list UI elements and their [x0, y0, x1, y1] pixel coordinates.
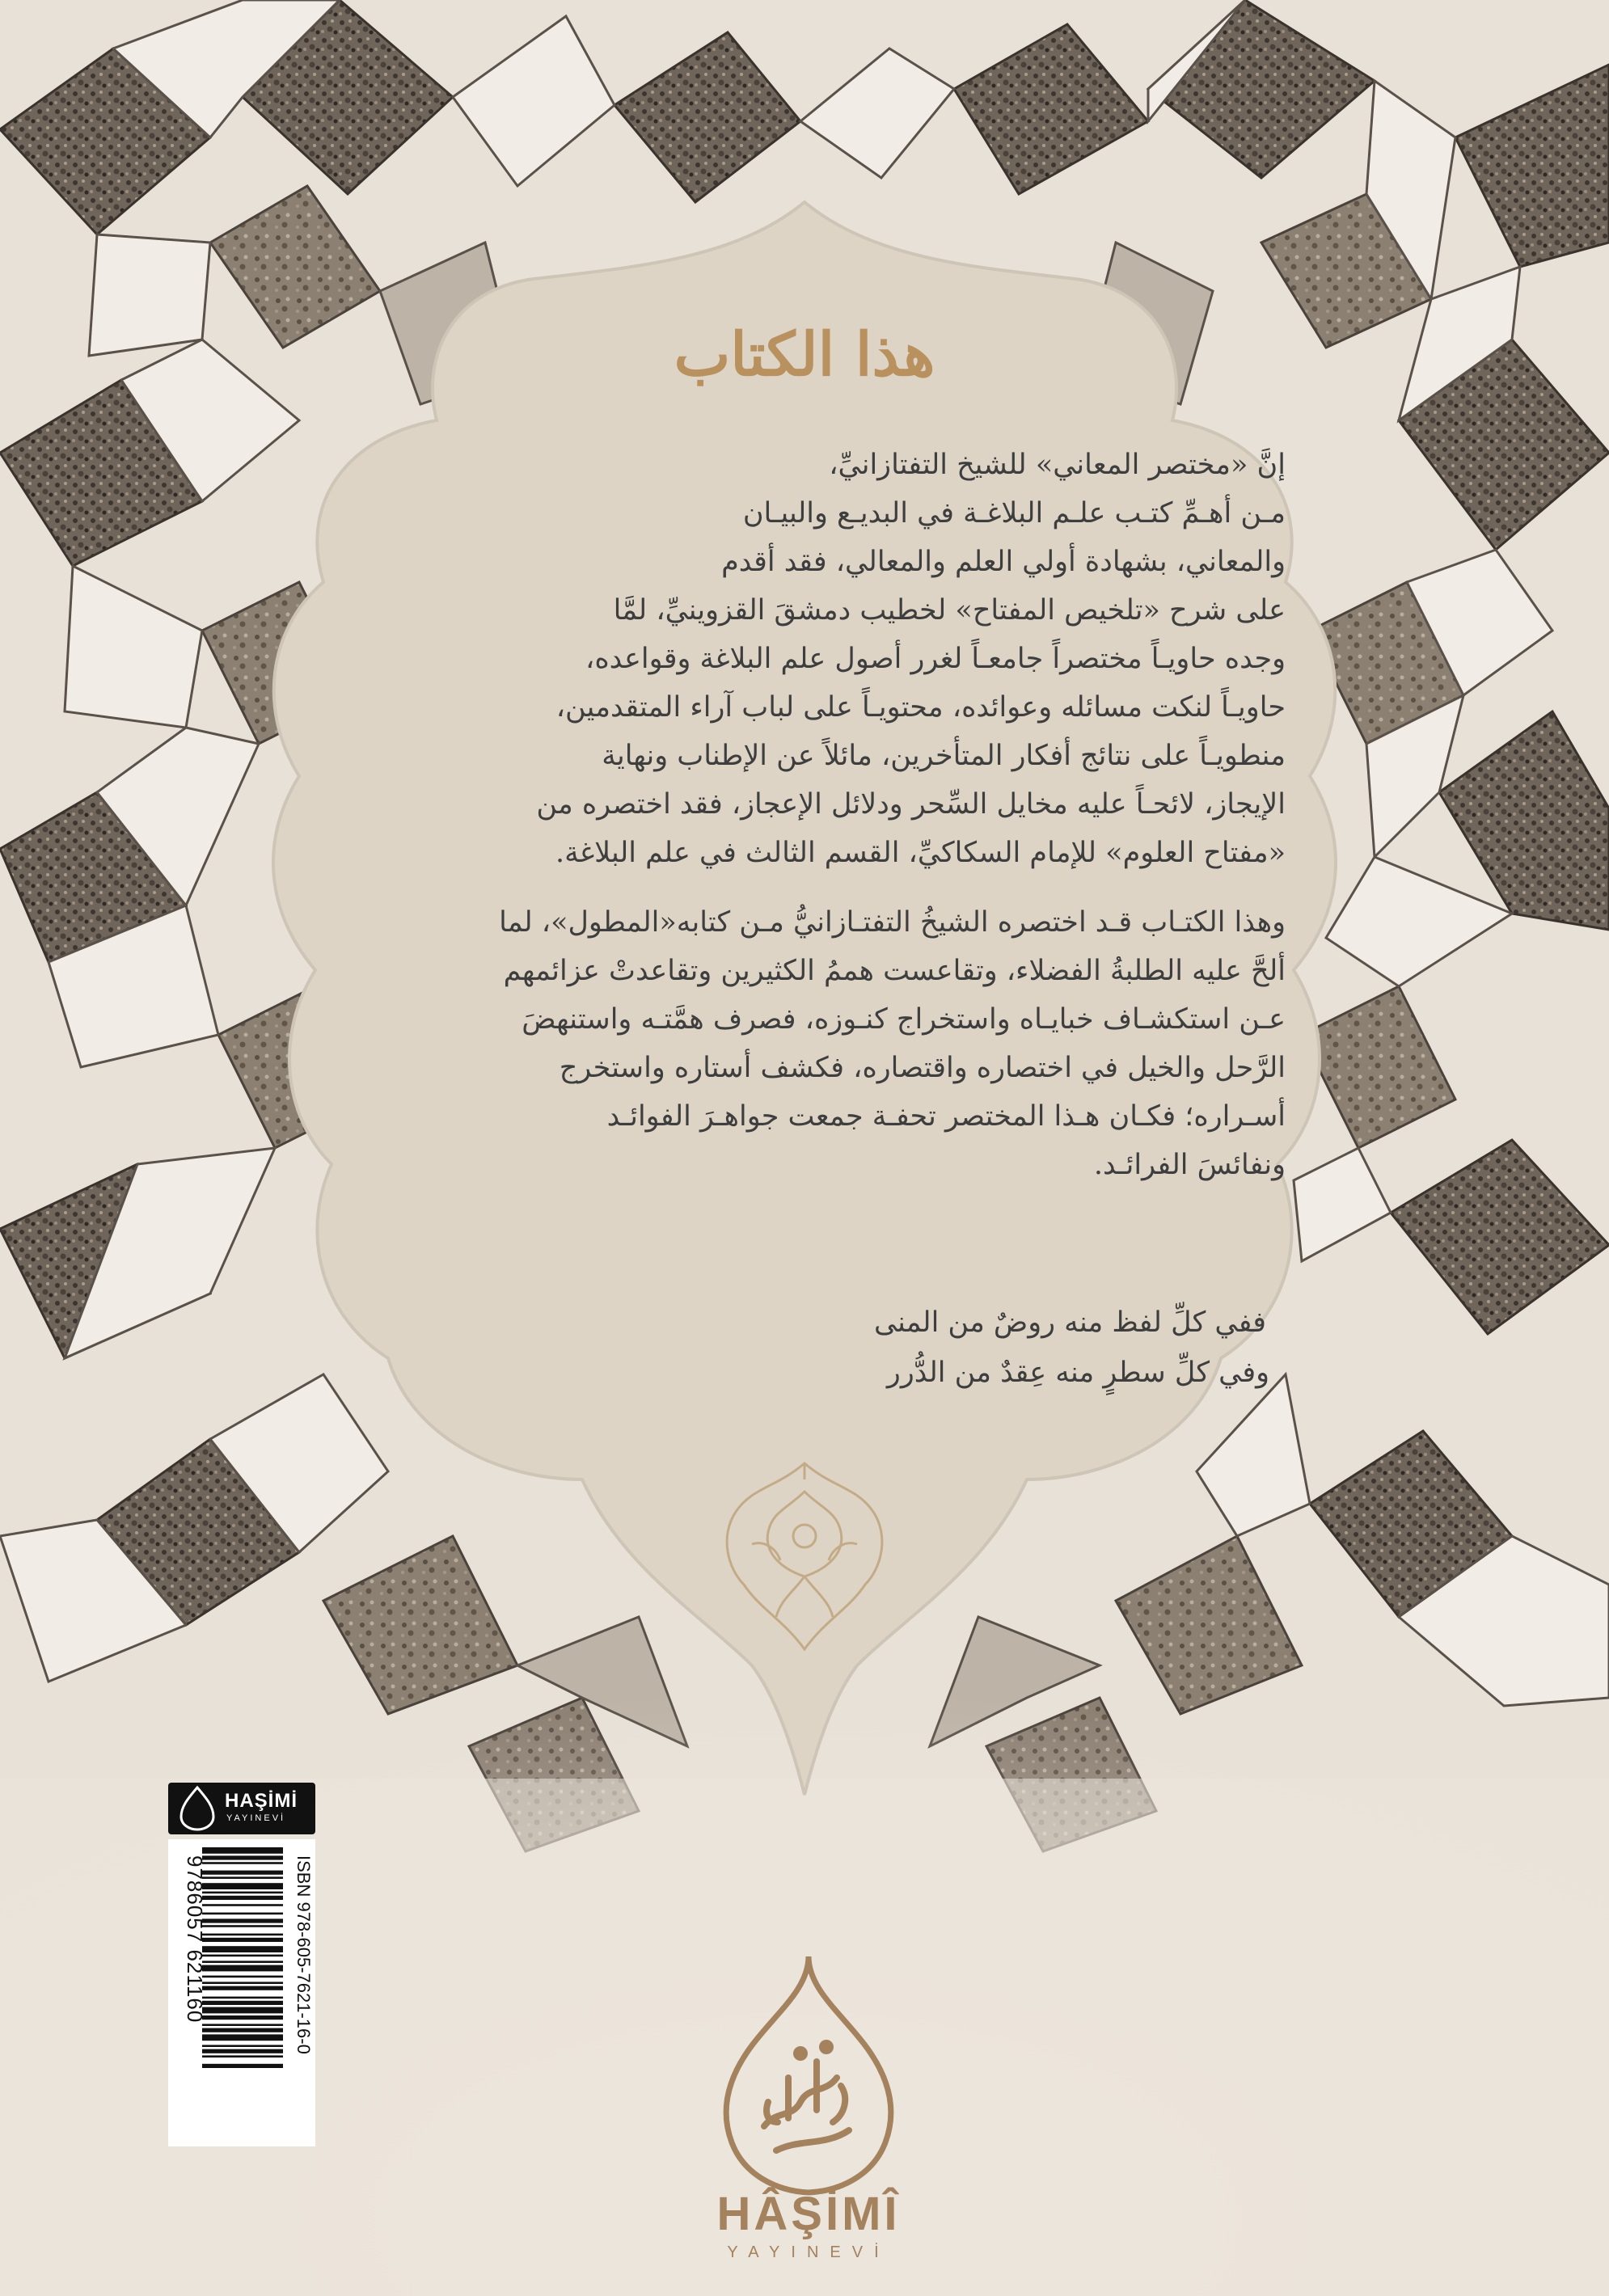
barcode-publisher-logo: [168, 1783, 315, 1834]
body-line: وهذا الكتـاب قـد اختصره الشيخُ التفتـازانيُّ مـن كتابه«المطول»، لما: [499, 906, 1286, 939]
publisher-emblem-icon: [687, 1956, 930, 2199]
panel-title: هذا الكتاب: [674, 320, 935, 390]
barcode-bar: [202, 1997, 283, 1999]
barcode-bar: [202, 1976, 283, 1978]
barcode-bar: [202, 1955, 283, 1957]
isbn-digits: 9786057 621160: [183, 1855, 207, 2024]
barcode-bar: [202, 1918, 283, 1922]
barcode-bar: [202, 1855, 283, 1859]
barcode-bar: [202, 2007, 283, 2014]
barcode-bar: [202, 1871, 283, 1875]
body-line: «مفتاح العلوم» للإمام السكاكيِّ، القسم الثالث في علم البلاغة.: [555, 837, 1286, 869]
publisher-subtitle: YAYINEVİ: [727, 2243, 890, 2261]
barcode-logo-text: HAŞİMİ: [225, 1790, 298, 1812]
barcode-bar: [202, 1938, 283, 1942]
barcode-bar: [202, 1883, 283, 1889]
barcode-bar: [202, 2045, 283, 2047]
body-line: ألحَّ عليه الطلبةُ الفضلاء، وتقاعست هممُ الكثيرين وتقاعدتْ عزائمهم: [503, 955, 1286, 987]
barcode-bar: [202, 1913, 283, 1915]
barcode-bar: [202, 1965, 283, 1972]
barcode-bar: [202, 2055, 283, 2058]
barcode-bar: [202, 2049, 283, 2053]
body-line: مـن أهـمِّ كتـب علـم البلاغـة في البديـع والبيـان: [742, 497, 1286, 530]
barcode-bar: [202, 1925, 283, 1927]
body-line: وجده حاويـاً مختصراً جامعـاً لغرر أصول علم البلاغة وقواعده،: [585, 643, 1286, 675]
barcode-bar: [202, 1946, 283, 1952]
isbn-barcode: [168, 1783, 315, 2146]
panel-body-text: [323, 441, 1286, 1314]
barcode-bar: [202, 1960, 283, 1963]
body-line: عـن استكشـاف خبايـاه واستخراج كنـوزه، فصرف همَّتـه واستنهضَ: [522, 1003, 1286, 1036]
barcode-bar: [202, 1876, 283, 1879]
body-line: إنَّ «مختصر المعاني» للشيخ التفتازانيِّ،: [829, 449, 1286, 481]
barcode-bar: [202, 2001, 283, 2005]
barcode-bar: [202, 1904, 283, 1906]
barcode-bars: [202, 1847, 283, 2138]
floral-ornament-icon: [703, 1455, 906, 1657]
barcode-bar: [202, 2015, 283, 2020]
isbn-label: ISBN 978-605-7621-16-0: [294, 1855, 314, 2054]
publisher-name: HÂŞİMÎ: [716, 2188, 901, 2240]
body-line: ونفائسَ الفرائـد.: [1093, 1149, 1286, 1181]
paragraph-gap: [323, 877, 1286, 898]
barcode-bar: [202, 2064, 283, 2068]
mini-emblem-icon: [173, 1784, 222, 1833]
poetry-verse: [437, 1298, 1269, 1398]
barcode-bar: [202, 1934, 283, 1936]
barcode-bar: [202, 1862, 283, 1864]
barcode-bar: [202, 2024, 283, 2026]
body-line: حاويـاً لنكت مسائله وعوائده، محتويـاً على لباب آراء المتقدمين،: [555, 691, 1286, 724]
body-line: الرَّحل والخيل في اختصاره واقتصاره، فكشف أستاره واستخرج: [559, 1052, 1286, 1084]
verse-line-2: وفي كلِّ سطرٍ منه عِقدٌ من الدُّرر: [886, 1357, 1269, 1389]
barcode-logo-sub: YAYINEVİ: [226, 1813, 286, 1823]
barcode-bar: [202, 1896, 283, 1900]
body-line: أسـراره؛ فكـان هـذا المختصر تحفـة جمعت جواهـرَ الفوائـد: [606, 1100, 1286, 1133]
body-line: على شرح «تلخيص المفتاح» لخطيب دمشقَ القزوينيِّ، لمَّا: [613, 594, 1286, 627]
barcode-bar: [202, 1892, 283, 1894]
body-line: والمعاني، بشهادة أولي العلم والمعالي، فقد أقدم: [721, 546, 1286, 578]
barcode-bar: [202, 1847, 283, 1854]
barcode-bar: [202, 2034, 283, 2041]
barcode-bar: [202, 1986, 283, 1990]
body-line: الإيجاز، لائحـاً عليه مخايل السِّحر ودلائل الإعجاز، فقد اختصره من: [536, 788, 1286, 821]
verse-line-1: ففي كلِّ لفظ منه روضٌ من المنى: [873, 1306, 1266, 1339]
barcode-bar: [202, 2028, 283, 2032]
barcode-bar: [202, 1982, 283, 1984]
body-line: منطويـاً على نتائج أفكار المتأخرين، مائلاً عن الإطناب ونهاية: [602, 740, 1286, 772]
